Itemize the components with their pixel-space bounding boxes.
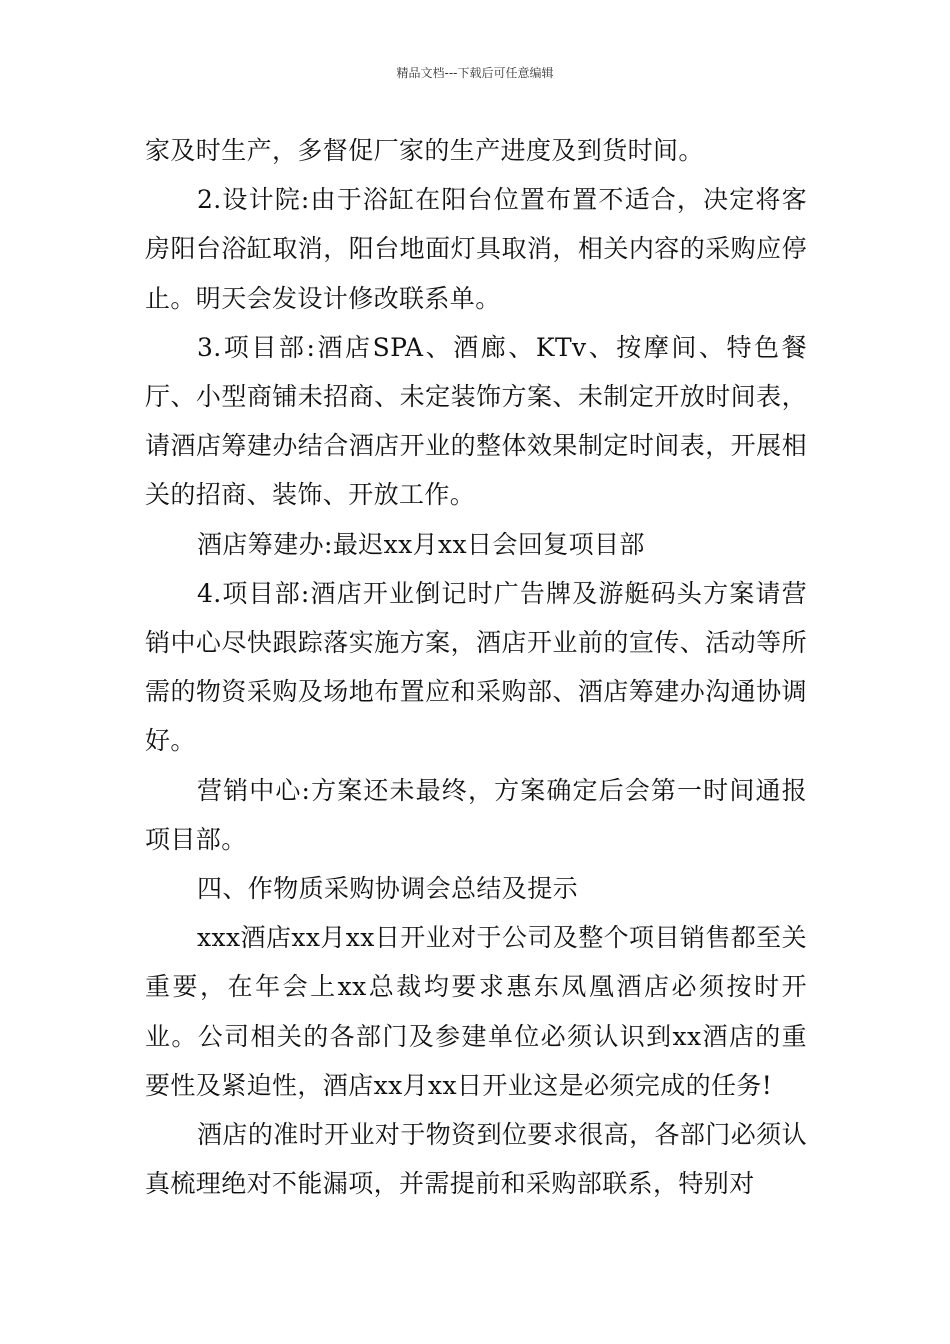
- paragraph-4: 酒店筹建办:最迟xx月xx日会回复项目部: [197, 529, 645, 559]
- paragraph-8: 酒店的准时开业对于物资到位要求很高，各部门必须认真梳理绝对不能漏项，并需提前和采购部联系，特别对: [145, 1120, 807, 1199]
- paragraph-5: 4.项目部:酒店开业倒记时广告牌及游艇码头方案请营销中心尽快跟踪落实施方案，酒店开业前的宣传、活动等所需的物资采购及场地布置应和采购部、酒店筹建办沟通协调好。: [145, 578, 807, 756]
- paragraph-2: 2.设计院:由于浴缸在阳台位置布置不适合，决定将客房阳台浴缸取消，阳台地面灯具取消，相关内容的采购应停止。明天会发设计修改联系单。: [145, 185, 807, 313]
- page-header: 精品文档---下载后可任意编辑: [396, 66, 554, 80]
- document-body: [145, 126, 807, 1208]
- paragraph-3: 3.项目部:酒店SPA、酒廊、KTv、按摩间、特色餐厅、小型商铺未招商、未定装饰方案、未制定开放时间表，请酒店筹建办结合酒店开业的整体效果制定时间表，开展相关的招商、装饰、开放工作。: [145, 332, 807, 510]
- paragraph-7: xxx酒店xx月xx日开业对于公司及整个项目销售都至关重要，在年会上xx总裁均要求惠东凤凰酒店必须按时开业。公司相关的各部门及参建单位必须认识到xx酒店的重要性及紧迫性，酒店xx月xx日开业这是必须完成的任务!: [145, 923, 807, 1100]
- paragraph-1: 家及时生产，多督促厂家的生产进度及到货时间。: [145, 136, 704, 165]
- section-heading: 四、作物质采购协调会总结及提示: [197, 874, 579, 904]
- paragraph-6: 营销中心:方案还未最终，方案确定后会第一时间通报项目部。: [145, 775, 807, 854]
